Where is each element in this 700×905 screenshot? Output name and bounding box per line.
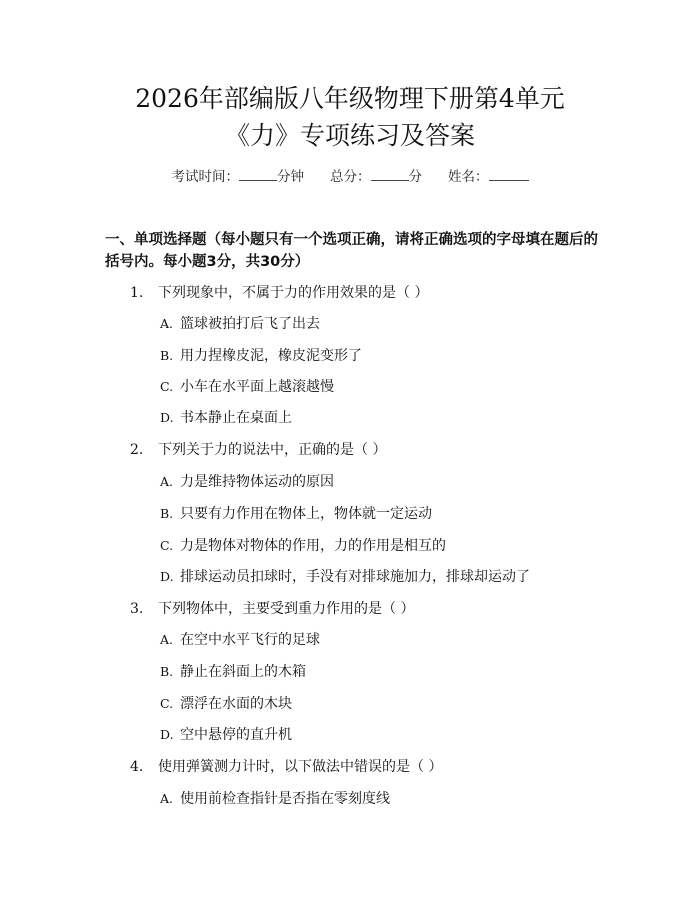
question-2-option-c [160, 536, 446, 556]
option-text: 力是维持物体运动的原因 [180, 474, 334, 490]
question-1-option-a [160, 314, 320, 334]
total-score-unit: 分 [408, 169, 422, 185]
option-letter: C. [160, 379, 174, 394]
total-score-blank [371, 168, 409, 181]
question-4 [130, 757, 442, 777]
question-3-option-a [160, 630, 320, 650]
question-stem: 下列现象中，不属于力的作用效果的是（ ） [158, 285, 429, 301]
option-text: 漂浮在水面的木块 [180, 696, 292, 712]
option-text: 小车在水平面上越滚越慢 [180, 379, 334, 395]
exam-time-blank [239, 168, 277, 181]
question-3-option-b [160, 662, 306, 682]
option-text: 力是物体对物体的作用，力的作用是相互的 [180, 538, 446, 554]
option-letter: A. [160, 791, 174, 806]
exam-info-line [0, 168, 700, 186]
question-2 [130, 440, 386, 460]
option-text: 只要有力作用在物体上，物体就一定运动 [180, 506, 432, 522]
option-letter: D. [160, 569, 174, 584]
exam-time-label: 考试时间： [171, 169, 239, 185]
option-letter: A. [160, 316, 174, 331]
option-text: 使用前检查指针是否指在零刻度线 [180, 791, 390, 807]
page-title-line1: 2026年部编版八年级物理下册第4单元 [135, 84, 565, 113]
section-heading: 一、单项选择题（每小题只有一个选项正确，请将正确选项的字母填在题后的括号内。每小题3分，共30分） [105, 232, 598, 270]
total-score-label: 总分： [330, 169, 371, 185]
question-stem: 下列物体中，主要受到重力作用的是（ ） [158, 601, 415, 617]
option-text: 空中悬停的直升机 [180, 727, 292, 743]
option-text: 静止在斜面上的木箱 [180, 664, 306, 680]
question-3 [130, 599, 414, 619]
option-text: 书本静止在桌面上 [180, 410, 292, 426]
option-letter: D. [160, 727, 174, 742]
question-number: 4. [130, 759, 144, 775]
option-letter: C. [160, 696, 174, 711]
option-text: 排球运动员扣球时，手没有对排球施加力，排球却运动了 [180, 569, 530, 585]
page-title-line2: 《力》专项练习及答案 [224, 121, 475, 150]
question-number: 3. [130, 601, 144, 617]
question-2-option-d [160, 567, 530, 587]
option-letter: B. [160, 348, 174, 363]
question-stem: 下列关于力的说法中，正确的是（ ） [158, 442, 387, 458]
question-number: 1. [130, 285, 144, 301]
question-1 [130, 283, 428, 303]
option-letter: C. [160, 538, 174, 553]
question-number: 2. [130, 442, 144, 458]
question-4-option-a [160, 789, 390, 809]
name-blank [489, 168, 529, 181]
question-1-option-b [160, 346, 362, 366]
option-letter: B. [160, 506, 174, 521]
question-3-option-d [160, 725, 292, 745]
question-1-option-c [160, 377, 334, 397]
option-letter: A. [160, 474, 174, 489]
question-2-option-a [160, 472, 334, 492]
option-text: 用力捏橡皮泥，橡皮泥变形了 [180, 348, 362, 364]
option-text: 在空中水平飞行的足球 [180, 632, 320, 648]
option-letter: D. [160, 410, 174, 425]
question-2-option-b [160, 504, 432, 524]
question-3-option-c [160, 694, 292, 714]
question-1-option-d [160, 408, 292, 428]
name-label: 姓名： [448, 169, 489, 185]
option-text: 篮球被拍打后飞了出去 [180, 316, 320, 332]
option-letter: B. [160, 664, 174, 679]
exam-time-unit: 分钟 [277, 169, 304, 185]
question-stem: 使用弹簧测力计时，以下做法中错误的是（ ） [158, 759, 443, 775]
option-letter: A. [160, 632, 174, 647]
